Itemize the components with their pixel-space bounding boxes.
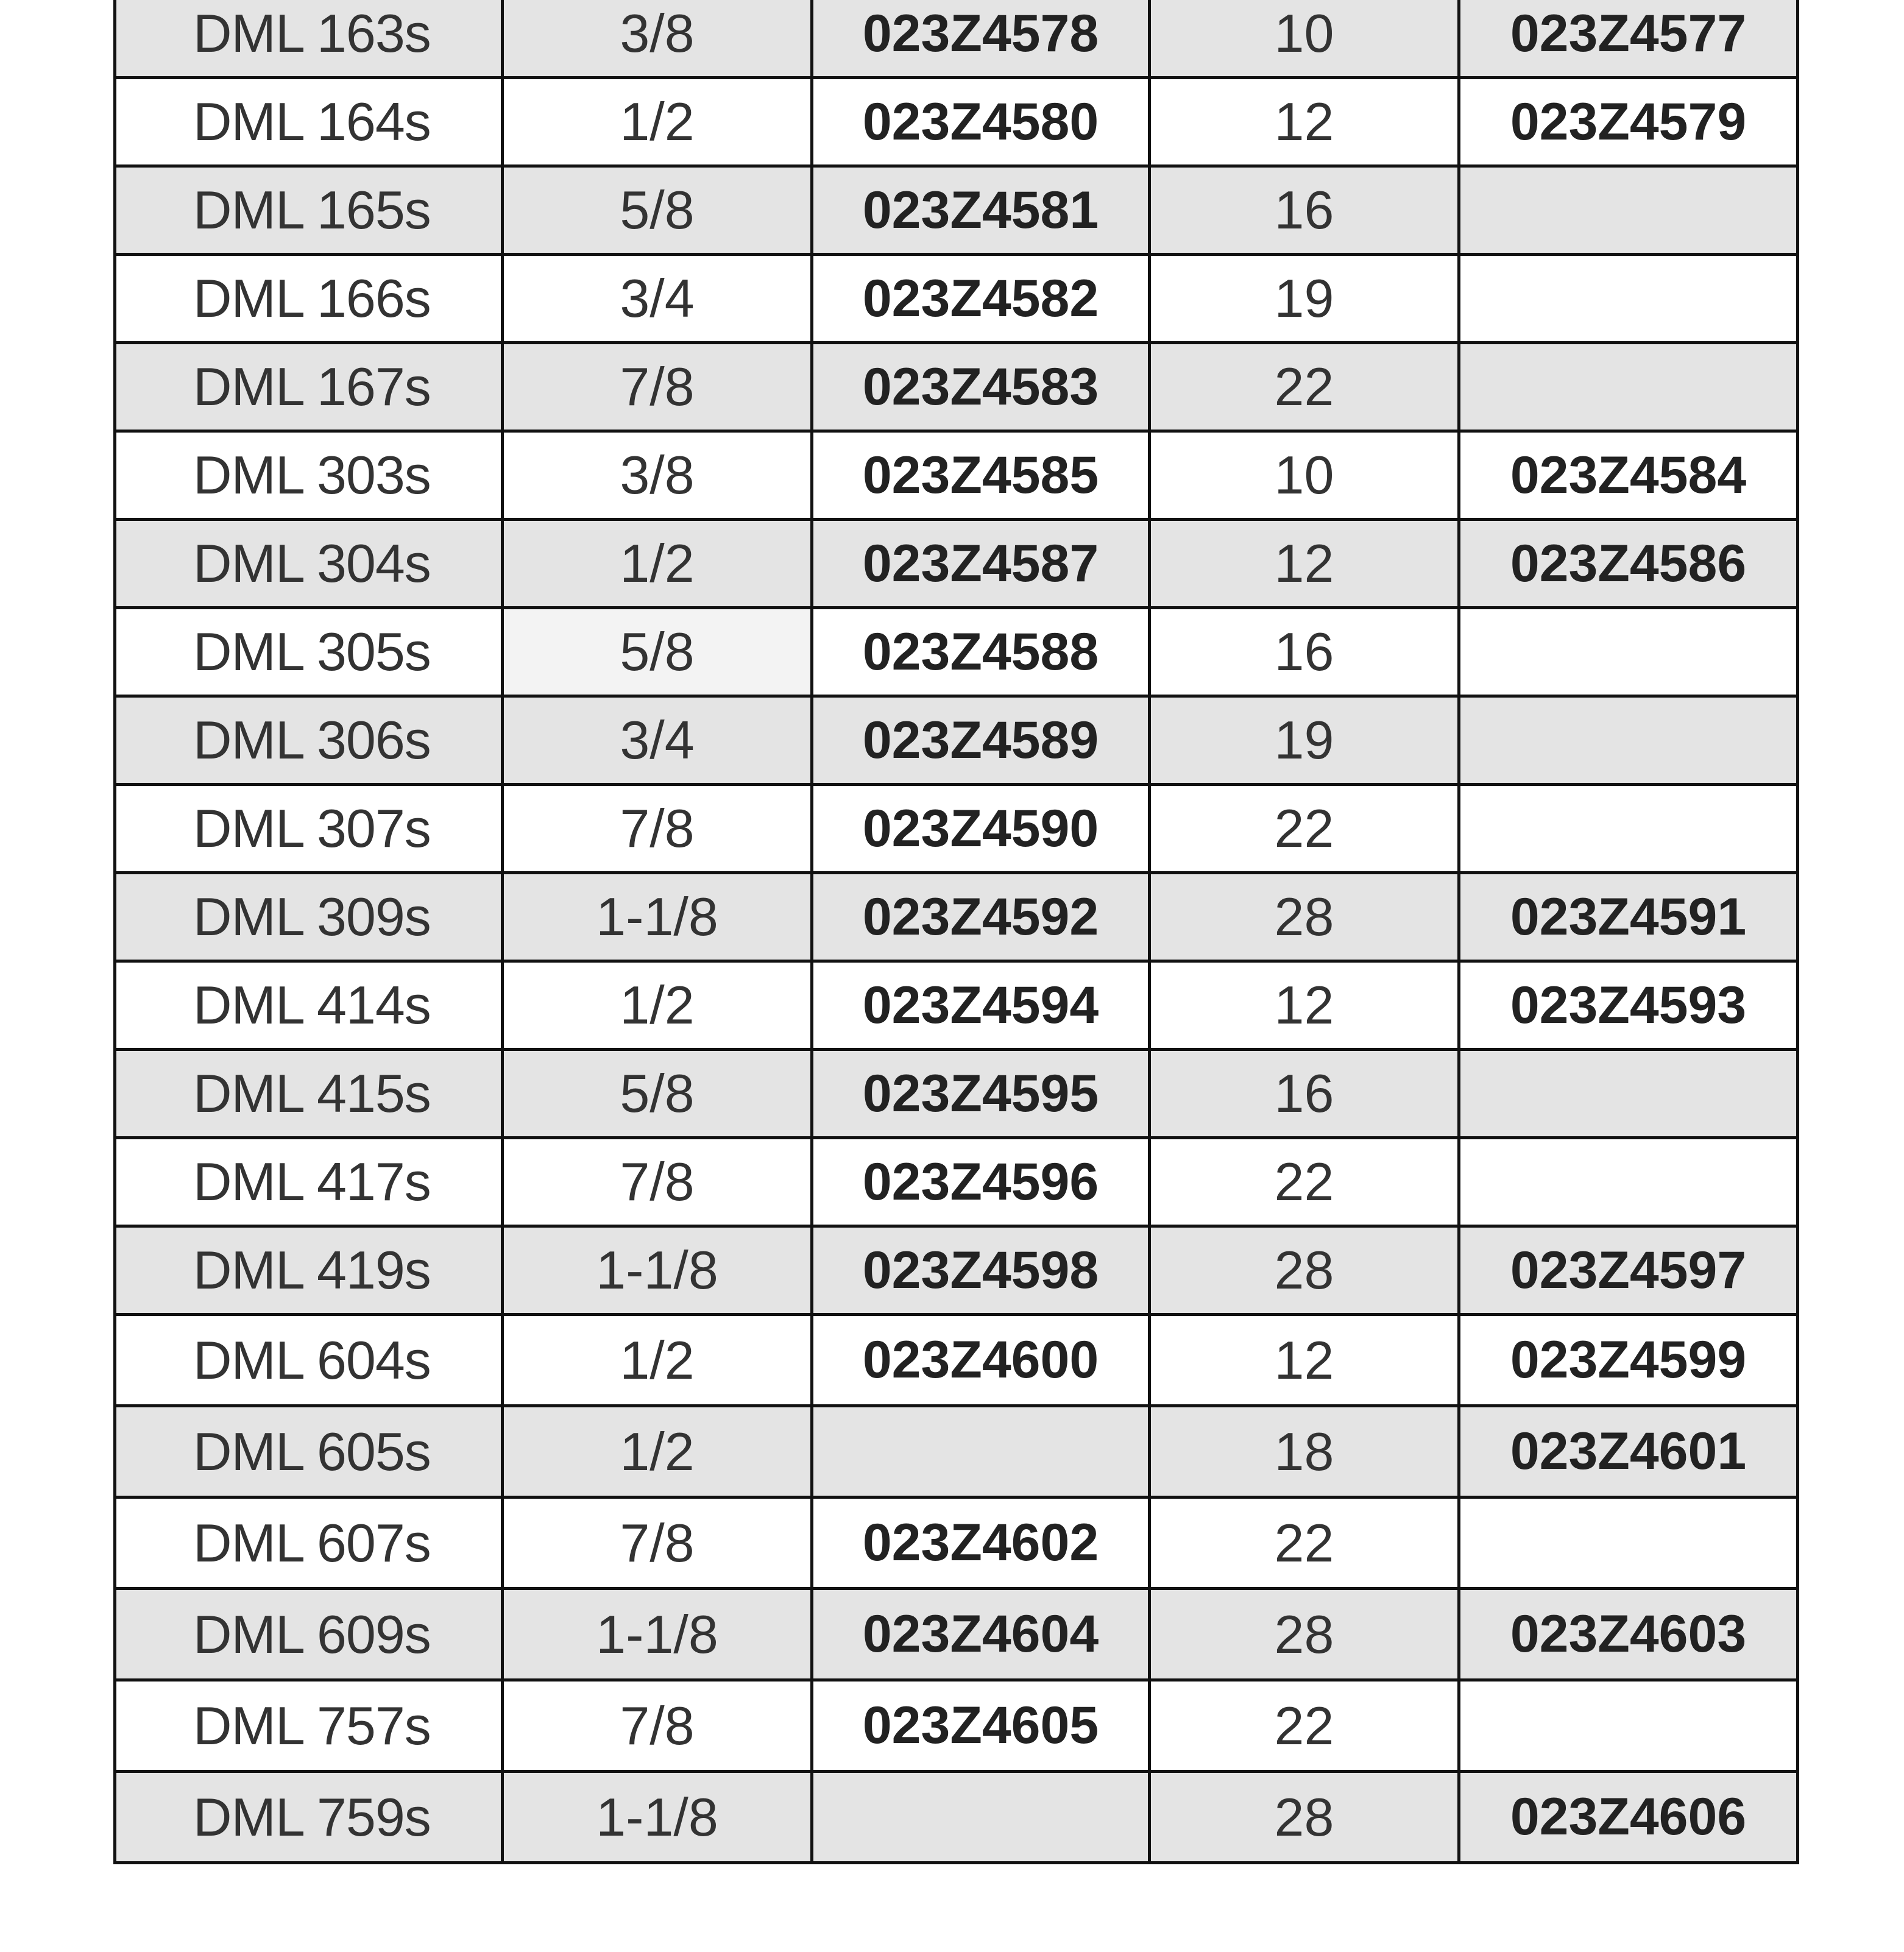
size-mm-cell: 12 [1150,78,1459,166]
code-number-alt-cell: 023Z4599 [1459,1315,1798,1406]
size-mm-cell: 28 [1150,1589,1459,1680]
table-row [115,785,1798,873]
code-number-alt-cell: 023Z4603 [1459,1589,1798,1680]
code-number-cell [812,1772,1150,1863]
size-inch-cell: 7/8 [503,785,812,873]
size-inch-cell: 1-1/8 [503,1589,812,1680]
table-row [115,1406,1798,1498]
code-number-alt-cell: 023Z4586 [1459,520,1798,608]
table-row [115,961,1798,1050]
table-row [115,255,1798,343]
model-cell: DML 306s [115,696,503,785]
size-mm-cell: 12 [1150,961,1459,1050]
code-number-alt-cell [1459,608,1798,696]
size-mm-cell: 22 [1150,785,1459,873]
code-number-cell: 023Z4590 [812,785,1150,873]
table-row [115,166,1798,255]
size-mm-cell: 18 [1150,1406,1459,1498]
size-mm-cell: 12 [1150,520,1459,608]
table-body [115,0,1798,1863]
size-inch-cell: 1-1/8 [503,1772,812,1863]
size-inch-cell: 7/8 [503,1138,812,1226]
model-cell: DML 165s [115,166,503,255]
size-inch-cell: 3/4 [503,696,812,785]
code-number-cell: 023Z4580 [812,78,1150,166]
size-mm-cell: 10 [1150,0,1459,78]
model-cell: DML 305s [115,608,503,696]
code-number-cell: 023Z4581 [812,166,1150,255]
size-inch-cell: 1/2 [503,1315,812,1406]
code-number-alt-cell [1459,166,1798,255]
code-number-cell: 023Z4587 [812,520,1150,608]
table-row [115,431,1798,520]
size-inch-cell: 5/8 [503,166,812,255]
model-cell: DML 417s [115,1138,503,1226]
table-row [115,873,1798,961]
table-row [115,1589,1798,1680]
code-number-alt-cell [1459,343,1798,431]
table-row [115,343,1798,431]
size-inch-cell: 3/8 [503,431,812,520]
size-inch-cell: 1/2 [503,1406,812,1498]
model-cell: DML 604s [115,1315,503,1406]
table-row [115,1138,1798,1226]
table-row [115,1315,1798,1406]
model-cell: DML 414s [115,961,503,1050]
size-inch-cell: 1/2 [503,78,812,166]
model-cell: DML 163s [115,0,503,78]
code-number-cell: 023Z4598 [812,1226,1150,1315]
code-number-cell: 023Z4596 [812,1138,1150,1226]
size-mm-cell: 19 [1150,255,1459,343]
model-cell: DML 757s [115,1680,503,1772]
size-inch-cell: 1-1/8 [503,1226,812,1315]
code-number-alt-cell [1459,1498,1798,1589]
model-cell: DML 605s [115,1406,503,1498]
code-number-cell: 023Z4595 [812,1050,1150,1138]
product-code-table [113,0,1799,1864]
size-mm-cell: 22 [1150,343,1459,431]
size-inch-cell: 5/8 [503,1050,812,1138]
table-row [115,1050,1798,1138]
code-number-cell: 023Z4582 [812,255,1150,343]
code-number-alt-cell: 023Z4579 [1459,78,1798,166]
code-number-cell: 023Z4583 [812,343,1150,431]
size-inch-cell: 3/4 [503,255,812,343]
model-cell: DML 607s [115,1498,503,1589]
size-mm-cell: 28 [1150,1226,1459,1315]
table-row [115,696,1798,785]
size-mm-cell: 16 [1150,608,1459,696]
size-mm-cell: 16 [1150,166,1459,255]
size-inch-cell: 7/8 [503,1680,812,1772]
table-row [115,608,1798,696]
code-number-alt-cell [1459,1050,1798,1138]
size-mm-cell: 10 [1150,431,1459,520]
size-inch-cell: 7/8 [503,343,812,431]
size-mm-cell: 22 [1150,1138,1459,1226]
model-cell: DML 609s [115,1589,503,1680]
code-number-cell: 023Z4578 [812,0,1150,78]
code-number-alt-cell: 023Z4577 [1459,0,1798,78]
size-mm-cell: 28 [1150,873,1459,961]
table-row [115,78,1798,166]
code-number-alt-cell: 023Z4591 [1459,873,1798,961]
model-cell: DML 304s [115,520,503,608]
table-row [115,1226,1798,1315]
size-mm-cell: 19 [1150,696,1459,785]
size-mm-cell: 22 [1150,1680,1459,1772]
code-number-cell: 023Z4605 [812,1680,1150,1772]
size-inch-cell: 5/8 [503,608,812,696]
code-number-alt-cell [1459,785,1798,873]
size-inch-cell: 1/2 [503,961,812,1050]
code-number-alt-cell: 023Z4597 [1459,1226,1798,1315]
code-number-cell: 023Z4594 [812,961,1150,1050]
table-row [115,1772,1798,1863]
model-cell: DML 166s [115,255,503,343]
code-number-alt-cell: 023Z4593 [1459,961,1798,1050]
table-row [115,520,1798,608]
product-code-table-container [113,0,1796,1864]
code-number-cell: 023Z4604 [812,1589,1150,1680]
code-number-alt-cell: 023Z4606 [1459,1772,1798,1863]
model-cell: DML 164s [115,78,503,166]
code-number-alt-cell [1459,255,1798,343]
code-number-cell: 023Z4588 [812,608,1150,696]
size-inch-cell: 1-1/8 [503,873,812,961]
code-number-cell: 023Z4602 [812,1498,1150,1589]
model-cell: DML 307s [115,785,503,873]
table-row [115,1680,1798,1772]
size-inch-cell: 3/8 [503,0,812,78]
code-number-alt-cell: 023Z4584 [1459,431,1798,520]
size-inch-cell: 7/8 [503,1498,812,1589]
model-cell: DML 167s [115,343,503,431]
size-mm-cell: 16 [1150,1050,1459,1138]
code-number-cell: 023Z4600 [812,1315,1150,1406]
code-number-alt-cell [1459,1680,1798,1772]
table-row [115,1498,1798,1589]
code-number-alt-cell [1459,1138,1798,1226]
code-number-cell: 023Z4585 [812,431,1150,520]
table-row [115,0,1798,78]
code-number-cell: 023Z4592 [812,873,1150,961]
code-number-alt-cell [1459,696,1798,785]
model-cell: DML 419s [115,1226,503,1315]
model-cell: DML 309s [115,873,503,961]
size-mm-cell: 12 [1150,1315,1459,1406]
code-number-cell [812,1406,1150,1498]
model-cell: DML 759s [115,1772,503,1863]
size-inch-cell: 1/2 [503,520,812,608]
size-mm-cell: 28 [1150,1772,1459,1863]
code-number-alt-cell: 023Z4601 [1459,1406,1798,1498]
code-number-cell: 023Z4589 [812,696,1150,785]
size-mm-cell: 22 [1150,1498,1459,1589]
model-cell: DML 303s [115,431,503,520]
model-cell: DML 415s [115,1050,503,1138]
